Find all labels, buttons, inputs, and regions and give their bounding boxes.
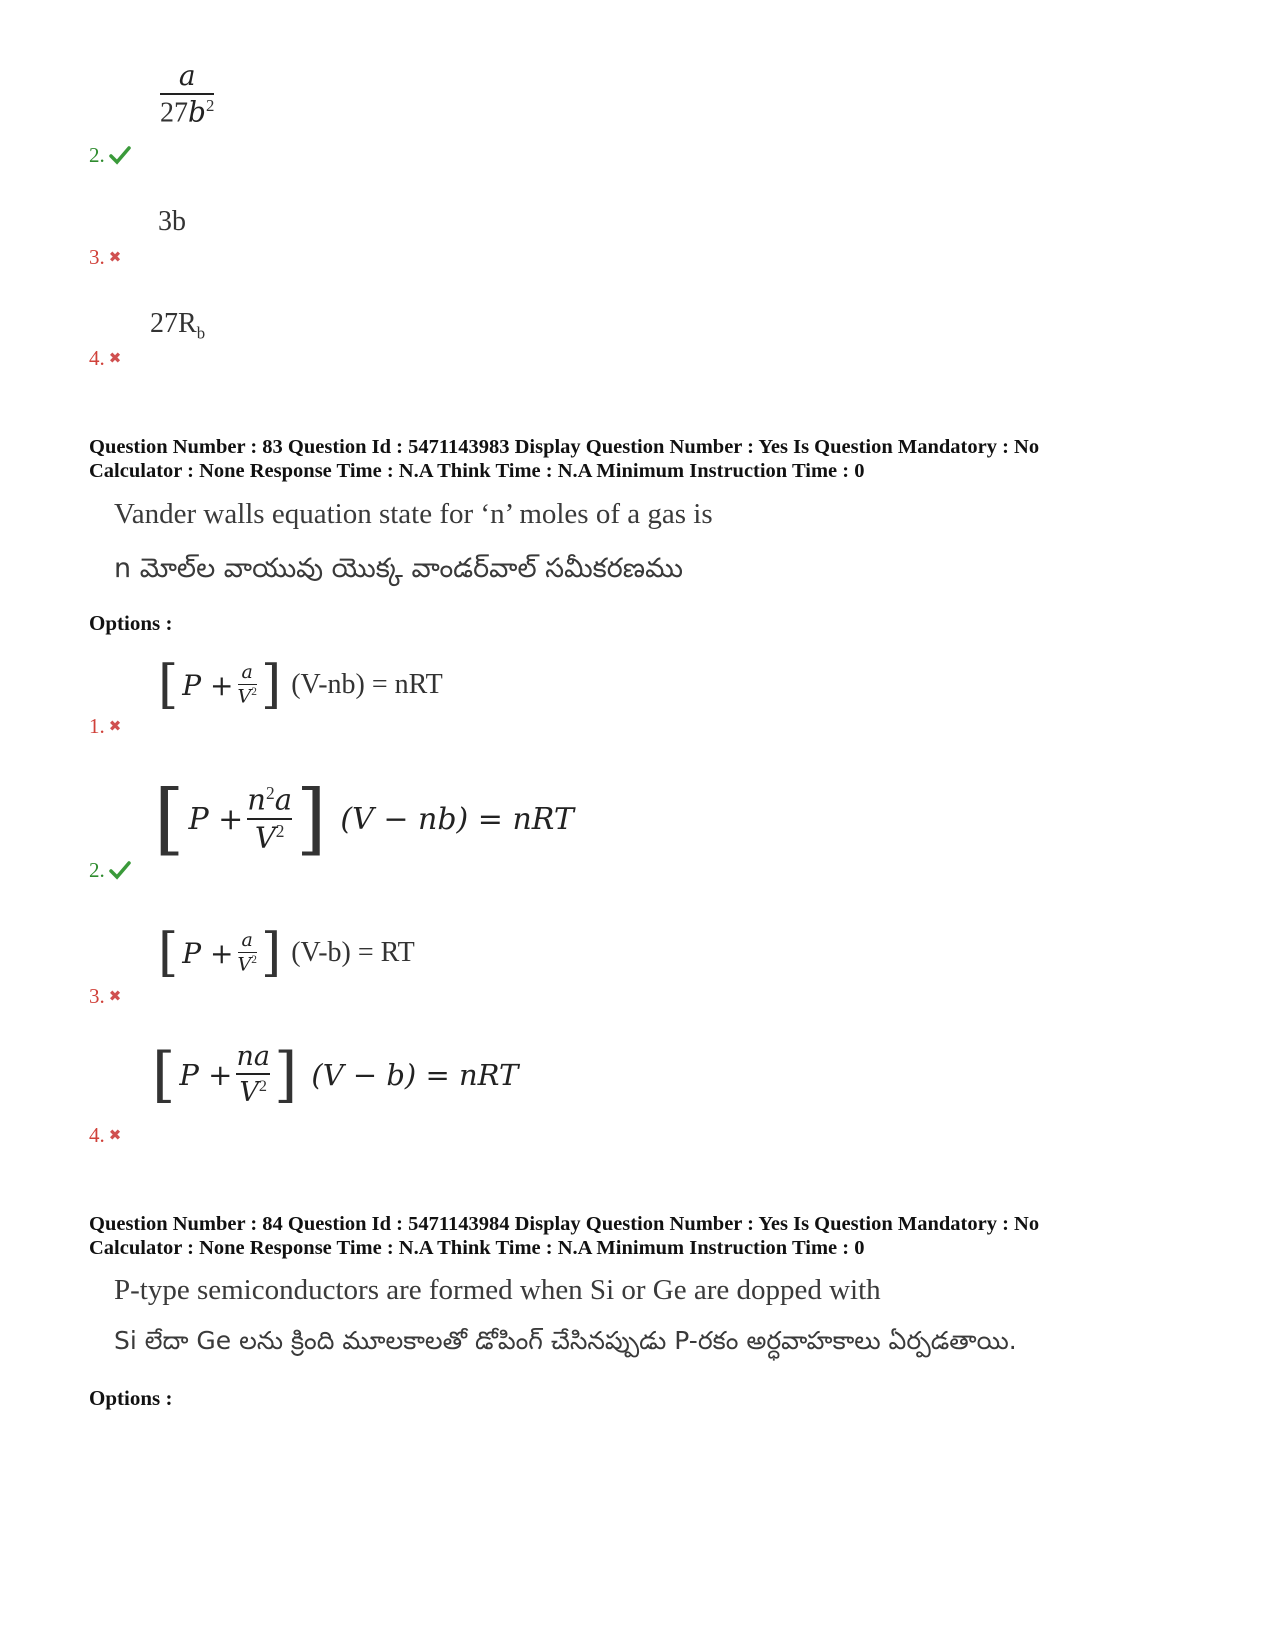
cross-icon: ✖ [108, 248, 122, 266]
question-83-text-telugu: n మోల్‌ల వాయువు యొక్క వాండర్‌వాల్ సమీకరణము [114, 553, 684, 584]
question-84-text-telugu: Si లేదా Ge లను క్రింది మూలకాలతో డోపింగ్ చేసినప్పుడు P-రకం అర్ధవాహకాలు ఏర్పడతాయి. [114, 1326, 1017, 1355]
q83-option-3-formula: [ P + $\frac{a}{V^2}$ ] (V-b) = RT [158, 923, 415, 983]
check-icon [109, 145, 131, 165]
option-number: 2. [89, 859, 131, 881]
fraction-numerator: a [178, 59, 196, 92]
question-84-meta: Question Number : 84 Question Id : 5471143984 Display Question Number : Yes Is Question Mandatory : No Calculator : None Response Time : N.A Think Time : N.A Minimum Instruction Time : 0 [89, 1213, 1040, 1259]
q83-option-4-formula: [ P + $\frac{na}{V^2}$ ] (V − b) = nRT [152, 1039, 519, 1110]
option-number: 4. ✖ [89, 1123, 122, 1147]
option-number: 1. ✖ [89, 714, 122, 738]
question-84-text-english: P-type semiconductors are formed when Si or Ge are dopped with [114, 1274, 881, 1306]
q83-option-1-formula: [ P + $\frac{a}{V^2}$ ] (V-nb) = nRT [158, 655, 443, 715]
option-number: 3. ✖ [89, 245, 122, 269]
option-number: 2. [89, 144, 131, 166]
option-2-formula [160, 59, 215, 129]
cross-icon: ✖ [108, 1126, 122, 1144]
options-label: Options : [89, 1386, 173, 1410]
cross-icon: ✖ [108, 717, 122, 735]
option-4-text: $27R_b$ [150, 308, 206, 343]
option-number: 3. ✖ [89, 984, 122, 1008]
question-83-text-english: Vander walls equation state for ‘n’ moles of a gas is [114, 498, 713, 530]
options-label: Options : [89, 611, 173, 635]
option-3-text: 3b [158, 206, 186, 237]
cross-icon: ✖ [108, 349, 122, 367]
question-83-meta: Question Number : 83 Question Id : 5471143983 Display Question Number : Yes Is Question Mandatory : No Calculator : None Response Time : N.A Think Time : N.A Minimum Instruction Time : 0 [89, 436, 1040, 482]
cross-icon: ✖ [108, 987, 122, 1005]
option-number: 4. ✖ [89, 346, 122, 370]
fraction-denominator: $27b^2$ [160, 95, 215, 129]
q83-option-2-formula: [ P + $\frac{n^2a}{V^2}$ ] (V − nb) = nRT [154, 774, 574, 864]
check-icon [109, 860, 131, 880]
